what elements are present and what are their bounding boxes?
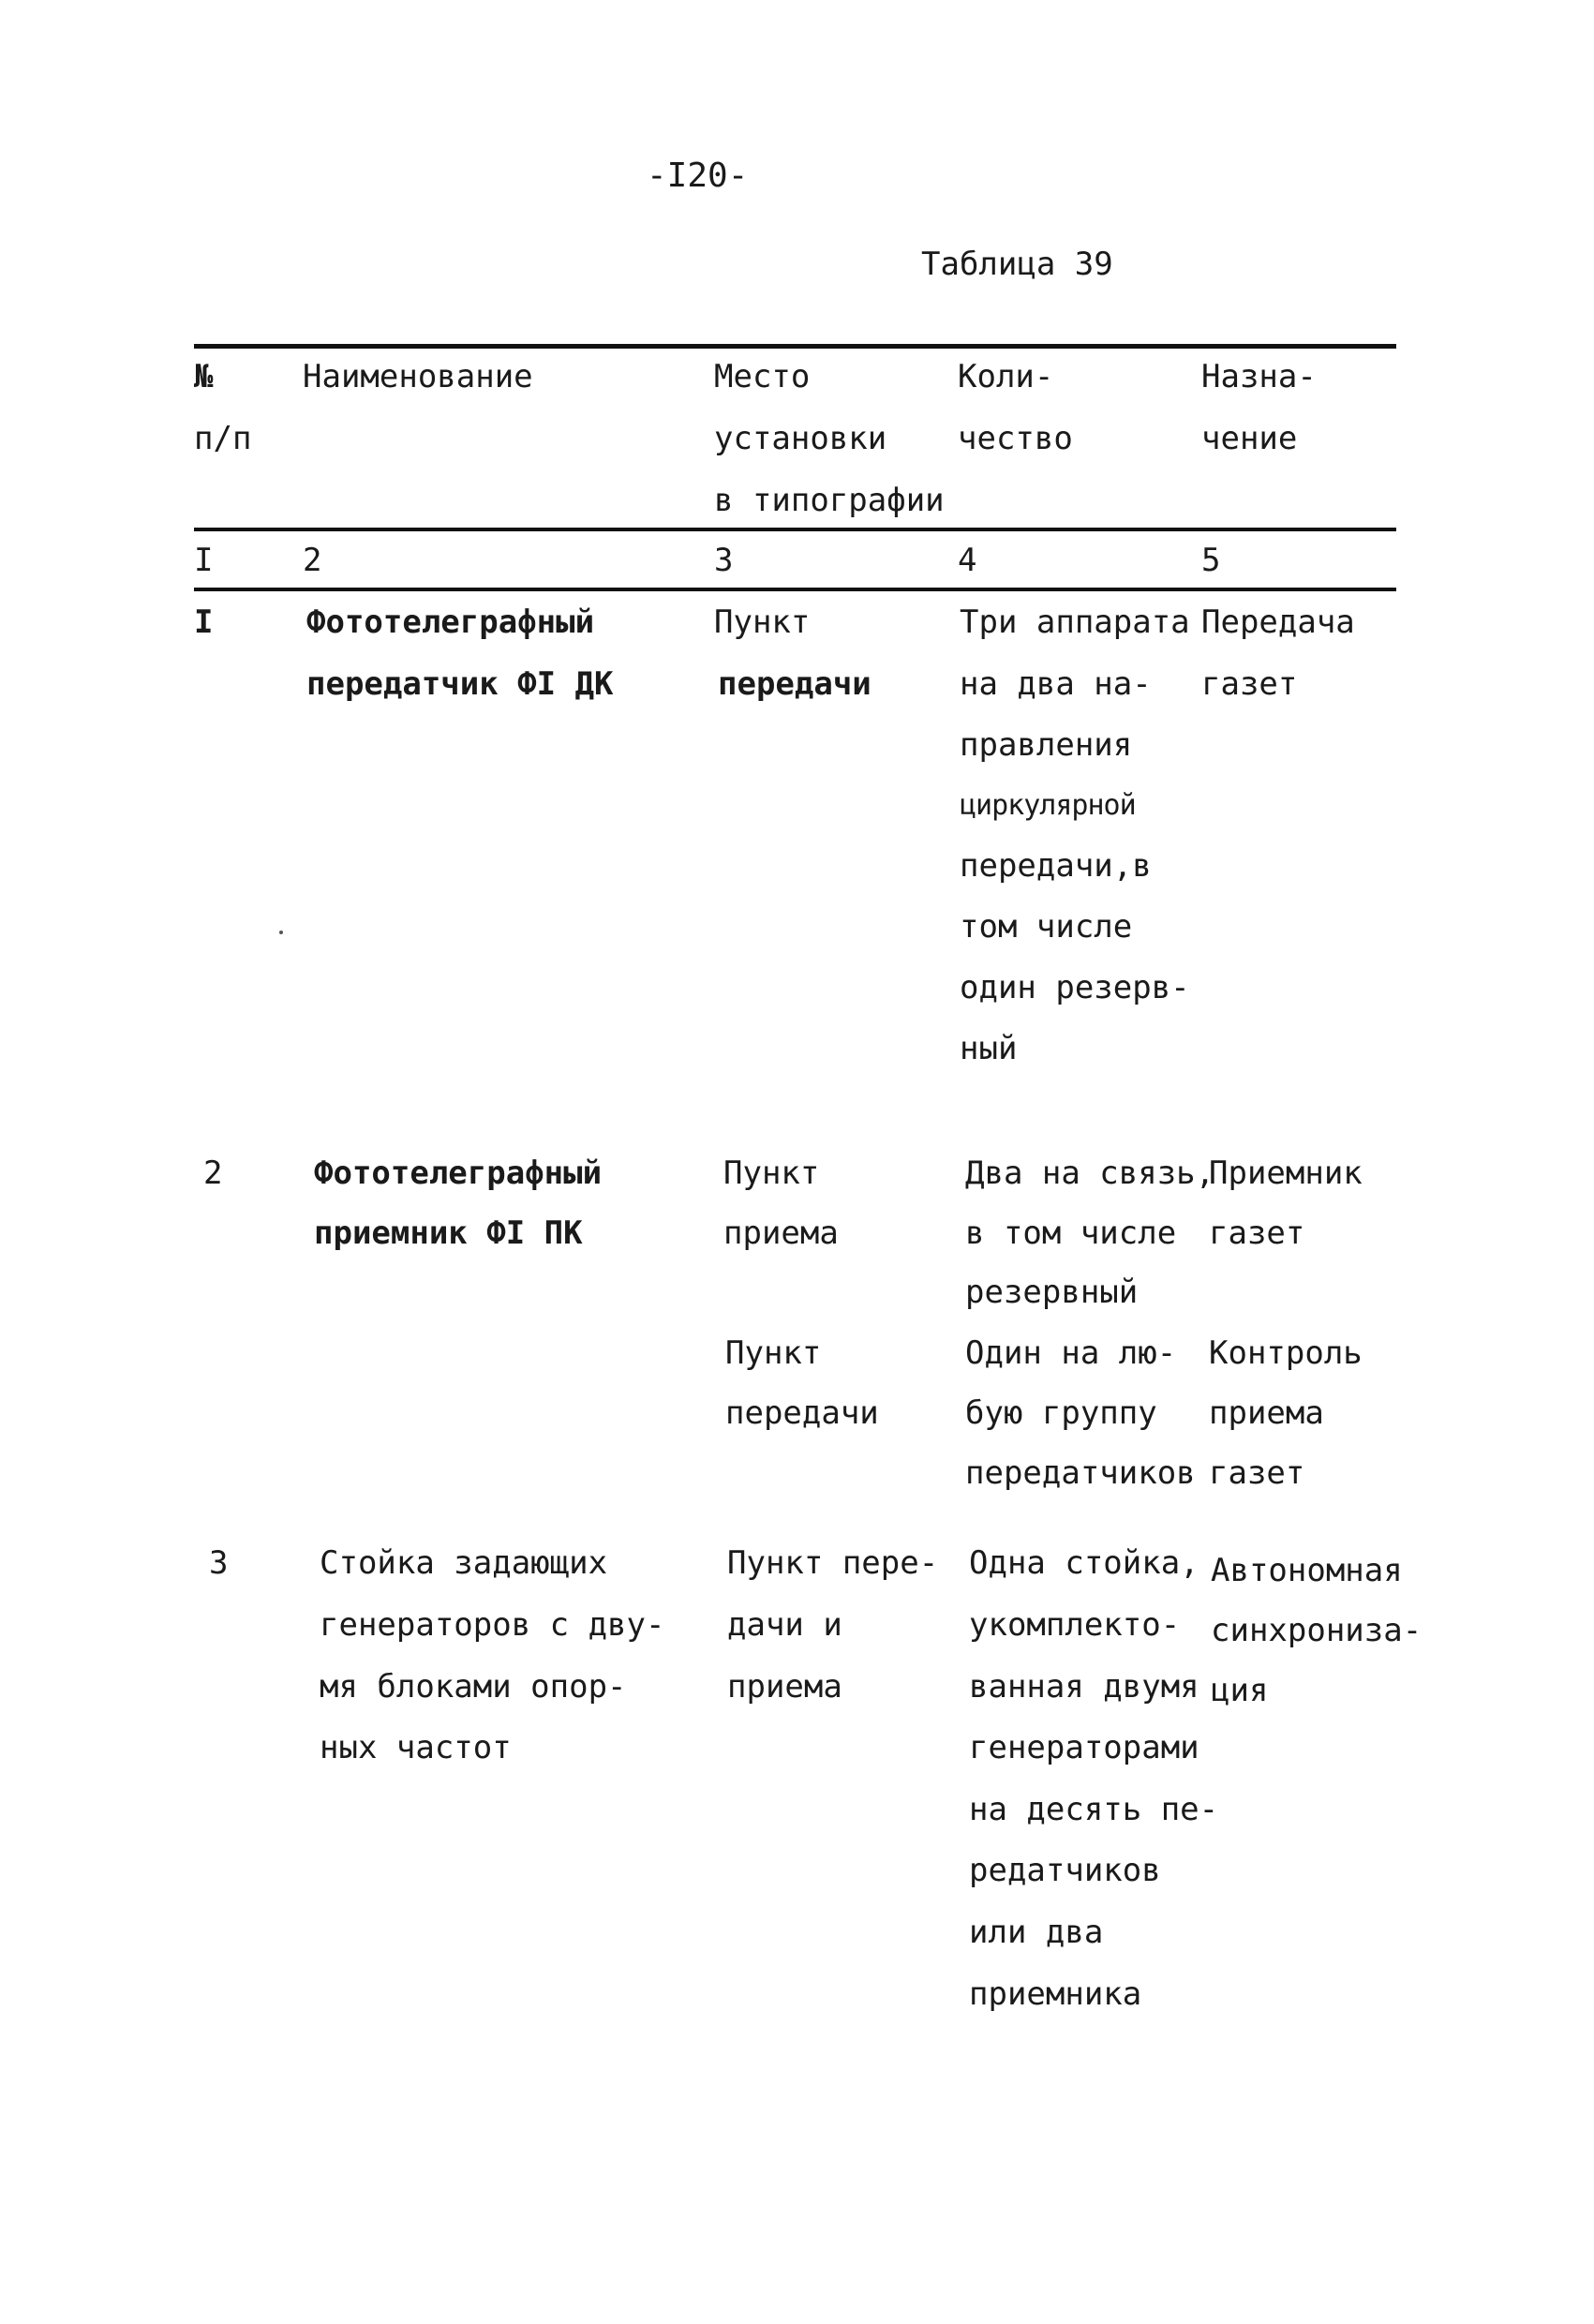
row-2-sub-purpose-line-3: газет [1209,1454,1305,1492]
row-1-name-line-2: передатчик ФI ДК [306,665,614,703]
table-top-rule [194,344,1396,349]
header-place-line-3: в типографии [714,482,945,519]
row-1-purpose-line-2: газет [1201,665,1298,703]
row-3-place-line-3: приема [727,1668,842,1706]
row-3-place-line-2: дачи и [727,1606,842,1644]
header-place-line-2: установки [714,420,887,457]
row-1-place-line-2: передачи [718,665,871,703]
header-bottom-rule [194,528,1396,531]
row-3-qty-line-5: на десять пе- [969,1791,1219,1828]
row-2-name-line-1: Фототелеграфный [314,1155,603,1192]
row-3-num: 3 [209,1544,229,1582]
row-2-qty-line-2: в том числе [965,1214,1177,1252]
column-number-1: I [194,542,214,579]
header-qty-line-2: чество [958,420,1073,457]
row-2-sub-purpose-line-2: приема [1209,1394,1324,1432]
row-1-qty-line-6: том числе [960,908,1133,946]
row-1-num: I [194,603,214,641]
header-purpose-line-1: Назна- [1201,358,1317,395]
header-name: Наименование [303,358,533,395]
row-3-purpose-line-2: синхрониза- [1211,1612,1423,1649]
row-2-sub-qty-line-2: бую группу [965,1394,1157,1432]
row-1-qty-line-7: один резерв- [960,969,1190,1006]
row-3-qty-line-4: генераторами [969,1729,1199,1766]
row-2-qty-line-1: Два на связь, [965,1155,1215,1192]
header-place-line-1: Место [714,358,811,395]
row-3-name-line-4: ных частот [320,1729,512,1766]
row-3-qty-line-6: редатчиков [969,1852,1161,1889]
header-num-line-1: № [194,358,214,395]
row-2-name-line-2: приемник ФI ПК [314,1214,583,1252]
column-number-5: 5 [1201,542,1221,579]
row-3-name-line-1: Стойка задающих [320,1544,608,1582]
row-3-qty-line-8: приемника [969,1975,1142,2013]
row-1-place-line-1: Пункт [714,603,811,641]
row-2-qty-line-3: резервный [965,1274,1139,1311]
row-1-qty-line-3: правления [960,726,1133,764]
row-1-purpose-line-1: Передача [1201,603,1355,641]
row-2-place-line-1: Пункт [723,1155,820,1192]
row-2-purpose-line-2: газет [1209,1214,1305,1252]
header-qty-line-1: Коли- [958,358,1054,395]
row-2-sub-qty-line-1: Один на лю- [965,1334,1177,1372]
row-2-purpose-line-1: Приемник [1209,1155,1363,1192]
row-2-sub-qty-line-3: передатчиков [965,1454,1196,1492]
row-2-place-line-2: приема [723,1214,839,1252]
row-1-qty-line-1: Три аппарата [960,603,1190,641]
column-number-2: 2 [303,542,322,579]
row-1-qty-line-4: циркулярной [960,789,1136,822]
column-numbers-rule [194,588,1396,591]
column-number-3: 3 [714,542,734,579]
column-number-4: 4 [958,542,977,579]
row-2-sub-place-line-1: Пункт [725,1334,822,1372]
table-title: Таблица 39 [921,246,1113,283]
row-3-qty-line-7: или два [969,1914,1104,1951]
row-2-sub-place-line-2: передачи [725,1394,879,1432]
row-1-name-line-1: Фототелеграфный [306,603,595,641]
row-3-qty-line-3: ванная двумя [969,1668,1199,1706]
header-purpose-line-2: чение [1201,420,1298,457]
row-3-qty-line-1: Одна стойка, [969,1544,1199,1582]
row-3-purpose-line-3: ция [1211,1672,1269,1709]
row-1-qty-line-2: на два на- [960,665,1152,703]
row-2-sub-purpose-line-1: Контроль [1209,1334,1363,1372]
row-3-qty-line-2: укомплекто- [969,1606,1181,1644]
page-number: -I20- [647,156,749,195]
row-3-place-line-1: Пункт пере- [727,1544,939,1582]
row-3-purpose-line-1: Автономная [1211,1552,1403,1589]
header-num-line-2: п/п [194,420,252,457]
row-2-num: 2 [203,1155,223,1192]
row-3-name-line-2: генераторов с дву- [320,1606,665,1644]
row-1-qty-line-8: ный [960,1030,1018,1067]
row-3-name-line-3: мя блоками опор- [320,1668,627,1706]
row-1-qty-line-5: передачи,в [960,847,1152,885]
stray-mark [279,931,283,934]
